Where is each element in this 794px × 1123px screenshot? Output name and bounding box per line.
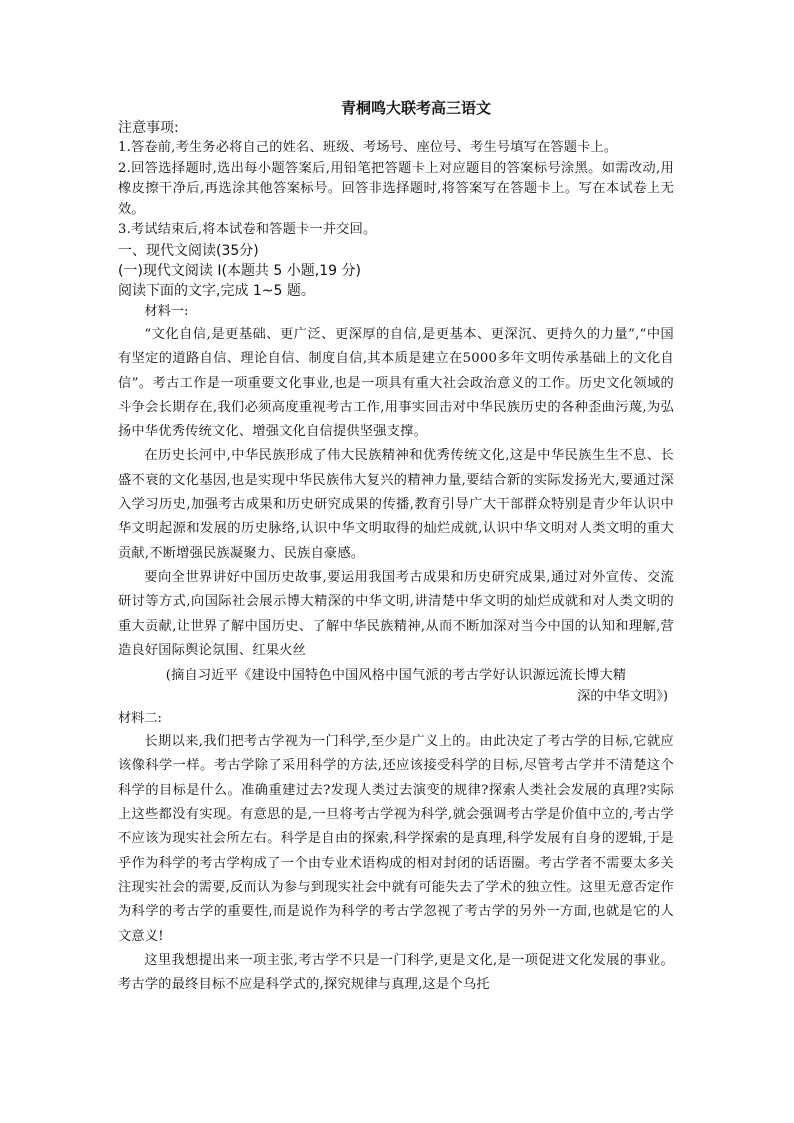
exam-page	[118, 98, 674, 997]
notice-list	[118, 138, 674, 241]
material-one-source: (摘自习近平《建设中国特色中国风格中国气派的考古学好认识源远流长博大精	[165, 668, 627, 684]
material-paragraph: 这里我想提出来一项主张,考古学不只是一门科学,更是文化,是一项促进文化发展的事业。考古学的最终目标不应是科学式的,探究规律与真理,这是个乌托	[118, 952, 674, 993]
material-one-label: 材料一:	[144, 303, 189, 319]
page-title: 青桐鸣大联考高三语文	[340, 99, 491, 117]
notice-item: 3.考试结束后,将本试卷和答题卡一并交回。	[118, 222, 377, 238]
material-two-body	[118, 730, 674, 997]
material-one-body	[118, 323, 674, 663]
section-heading: 一、现代文阅读(35分)	[118, 242, 259, 259]
material-paragraph: 在历史长河中,中华民族形成了伟大民族精神和优秀传统文化,这是中华民族生生不息、长盛不衰的文化基因,也是实现中华民族伟大复兴的精神力量,要结合新的实际发扬光大,要通过深入学习历史,加强考古成果和历史研究成果的传播,教育引导广大干部群众特别是青少年认识中华文明起源和发展的历史脉络,认识中华文明取得的灿烂成就,认识中华文明对人类文明的重大贡献,不断增强民族凝聚力、民族自豪感。	[118, 448, 674, 561]
notice-item: 1.答卷前,考生务必将自己的姓名、班级、考场号、座位号、考生号填写在答题卡上。	[118, 140, 618, 155]
reading-instruction: 阅读下面的文字,完成 1~5 题。	[118, 282, 315, 299]
notice-heading: 注意事项:	[118, 120, 179, 136]
material-paragraph: “文化自信,是更基础、更广泛、更深厚的自信,是更基本、更深沉、更持久的力量”,“中国有坚定的道路自信、理论自信、制度自信,其本质是建立在5000多年文明传承基础上的文化自信”。考古工作是一项重要文化事业,也是一项具有重大社会政治意义的工作。历史文化领域的斗争会长期存在,我们必须高度重视考古工作,用事实回击对中华民族历史的各种歪曲污蔑,为弘扬中华优秀传统文化、增强文化自信提供坚强支撑。	[118, 326, 674, 440]
subsection-heading: (一)现代文阅读 I(本题共 5 小题,19 分)	[118, 262, 361, 279]
material-one-source-tail: 深的中华文明》)	[577, 689, 668, 705]
material-paragraph: 长期以来,我们把考古学视为一门科学,至少是广义上的。由此决定了考古学的目标,它就应该像科学一样。考古学除了采用科学的方法,还应该接受科学的目标,尽管考古学并不清楚这个科学的目标是什么。准确重建过去?发现人类过去演变的规律?探索人类社会发展的真理?实际上这些都没有实现。有意思的是,一旦将考古学视为科学,就会强调考古学是价值中立的,考古学不应该为现实社会所左右。科学是自由的探索,科学探索的是真理,科学发展有自身的逻辑,于是乎作为科学的考古学构成了一个由专业术语构成的相对封闭的话语圈。考古学者不需要太多关注现实社会的需要,反而认为参与到现实社会中就有可能失去了学术的独立性。这里无意否定作为科学的考古学的重要性,而是说作为科学的考古学忽视了考古学的另外一方面,也就是它的人文意义!	[118, 734, 674, 944]
material-two-label: 材料二:	[118, 711, 163, 727]
notice-item: 2.回答选择题时,选出每小题答案后,用铅笔把答题卡上对应题目的答案标号涂黑。如需改动,用橡皮擦干净后,再选涂其他答案标号。回答非选择题时,将答案写在答题卡上。写在本试卷上无效。	[118, 160, 674, 217]
material-paragraph: 要向全世界讲好中国历史故事,要运用我国考古成果和历史研究成果,通过对外宣传、交流研讨等方式,向国际社会展示博大精深的中华文明,讲清楚中华文明的灿烂成就和对人类文明的重大贡献,让世界了解中国历史、了解中华民族精神,从而不断加深对当今中国的认知和理解,营造良好国际舆论氛围、红果火丝	[118, 569, 674, 658]
